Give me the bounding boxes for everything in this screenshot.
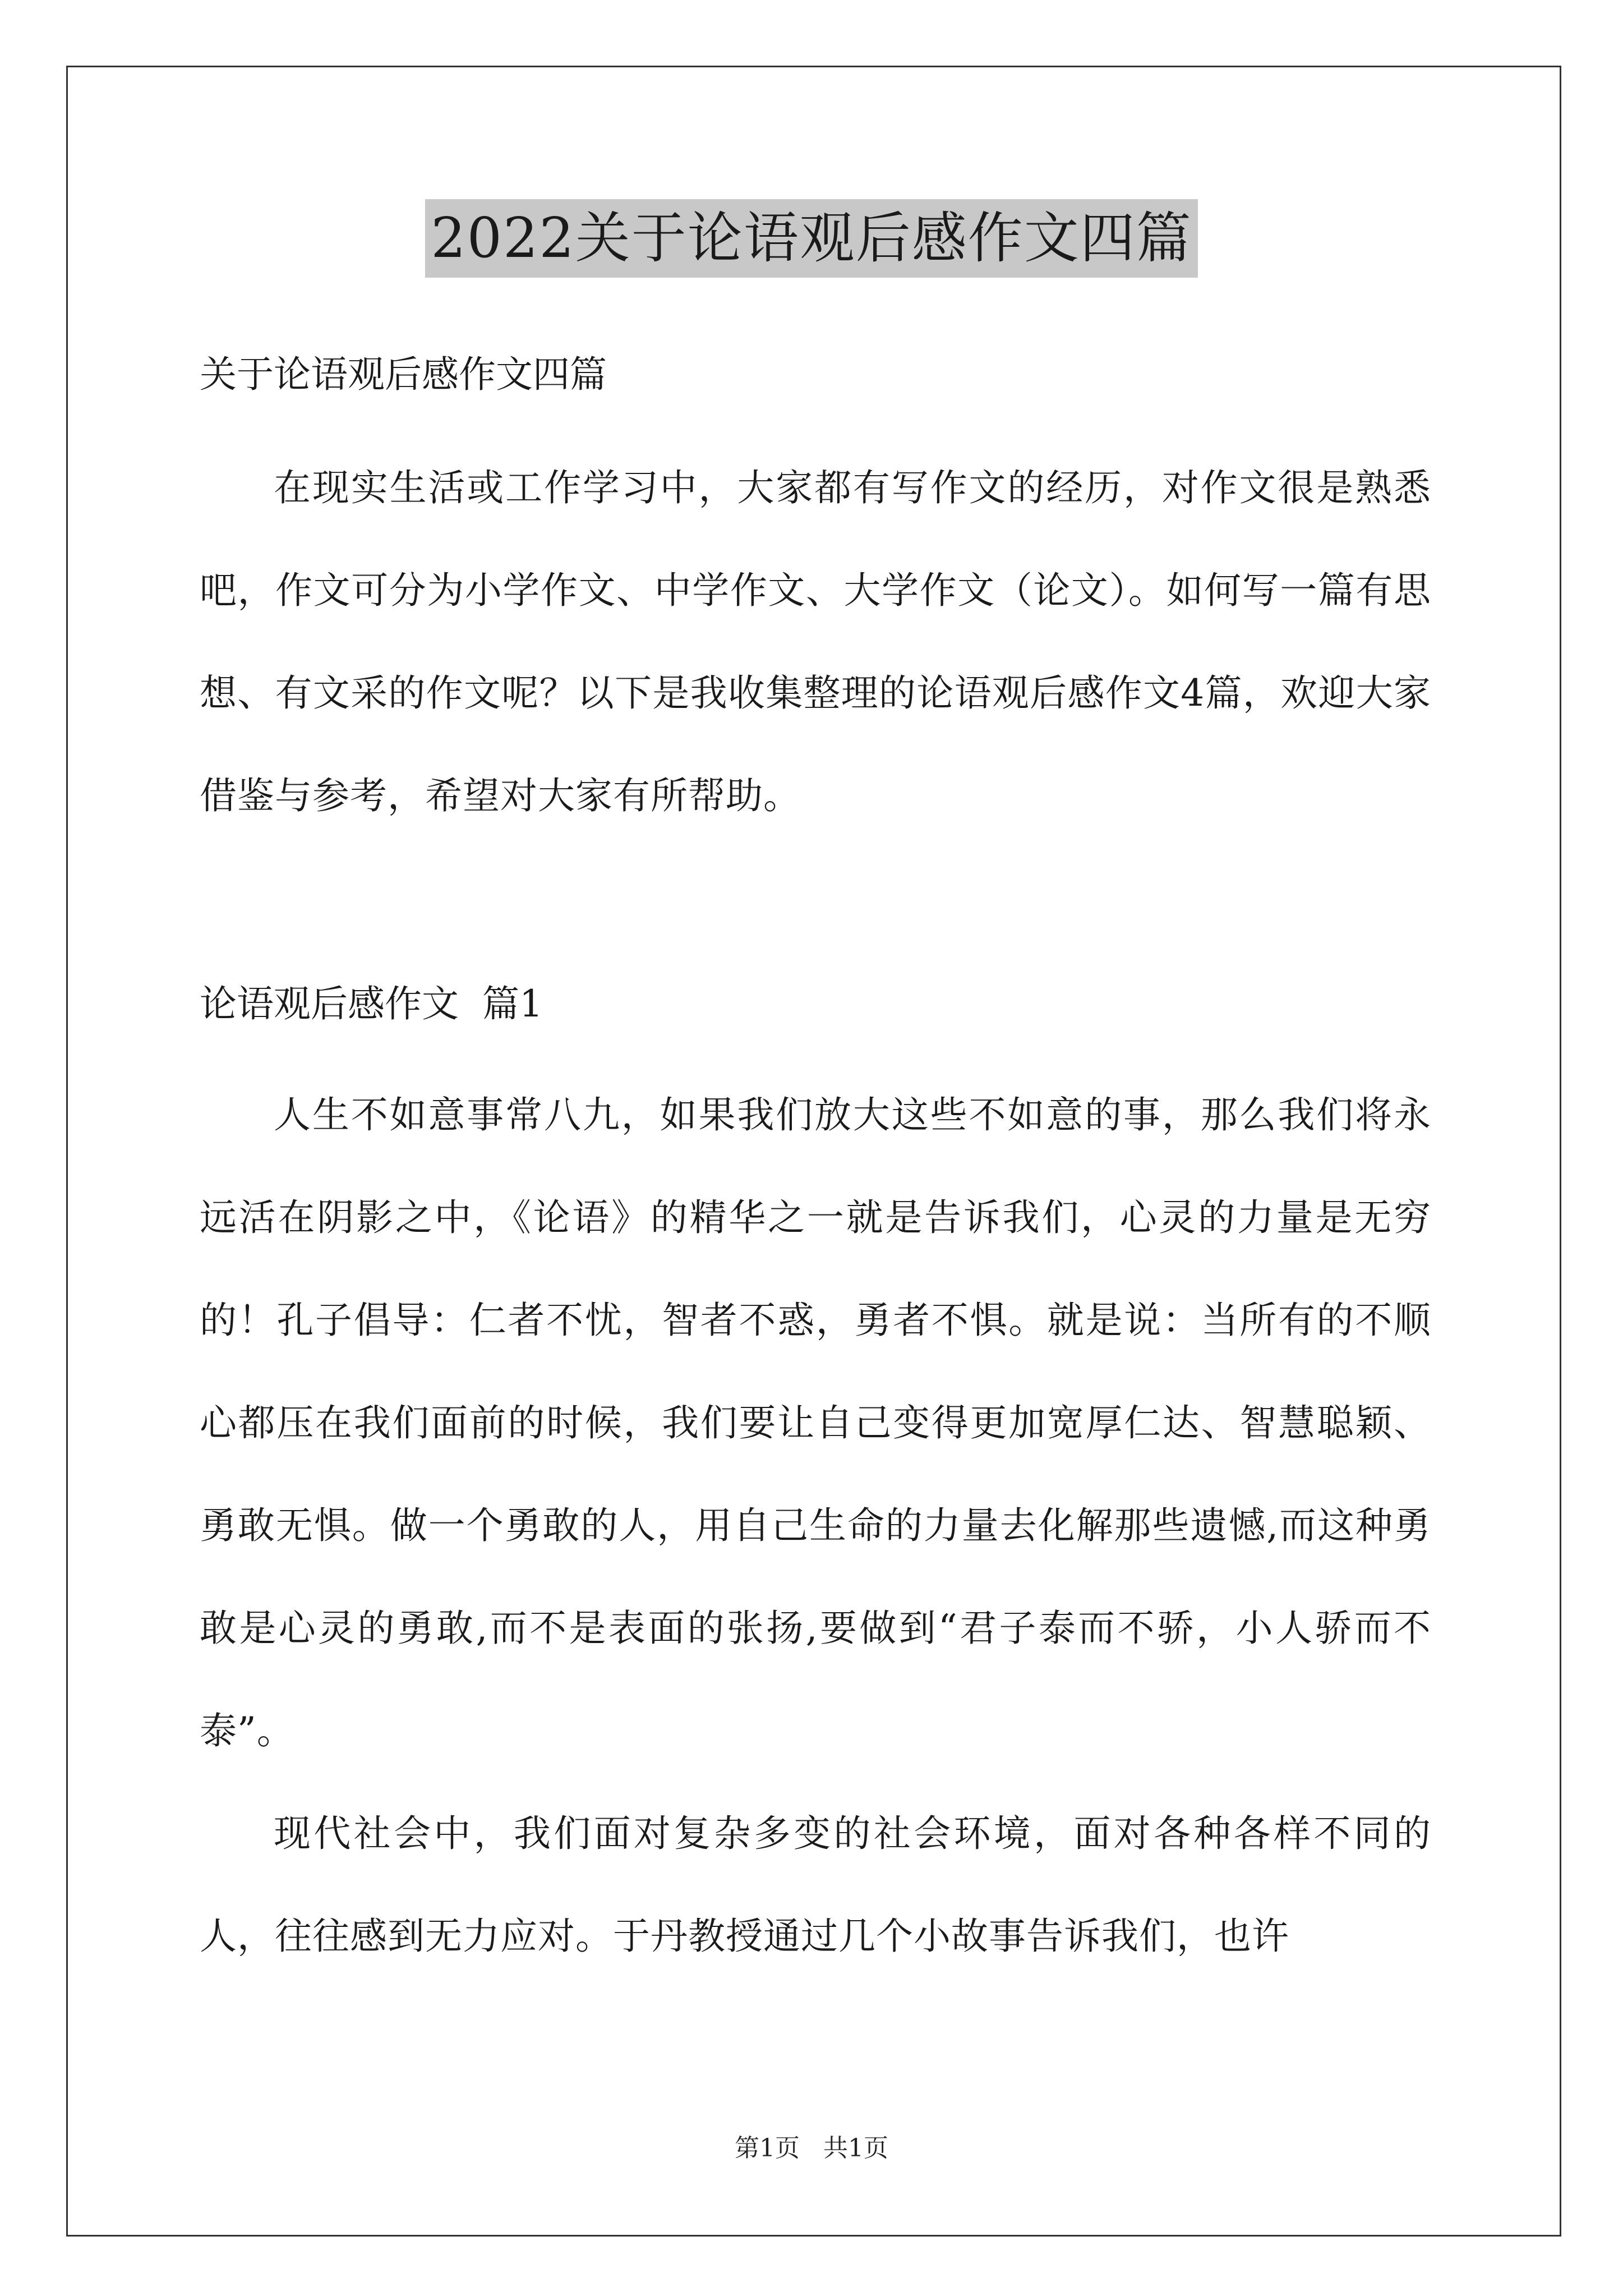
- page-number: 第1页 共1页: [735, 2134, 888, 2162]
- document-title-text: 2022关于论语观后感作文四篇: [425, 199, 1197, 278]
- section-heading: 论语观后感作文 篇1: [200, 982, 543, 1025]
- page-footer: [0, 2132, 1623, 2165]
- paragraph-1: 人生不如意事常八九，如果我们放大这些不如意的事，那么我们将永远活在阴影之中，《论语》的精华之一就是告诉我们，心灵的力量是无穷的！孔子倡导：仁者不忧，智者不惑，勇者不惧。就是说：当所有的不顺心都压在我们面前的时候，我们要让自己变得更加宽厚仁达、智慧聪颖、勇敢无惧。做一个勇敢的人，用自己生命的力量去化解那些遗憾,而这种勇敢是心灵的勇敢,而不是表面的张扬,要做到“君子泰而不骄，小人骄而不泰”。: [200, 1093, 1431, 1752]
- intro-paragraph: 在现实生活或工作学习中，大家都有写作文的经历，对作文很是熟悉吧，作文可分为小学作文、中学作文、大学作文（论文）。如何写一篇有思想、有文采的作文呢？以下是我收集整理的论语观后感作文4篇，欢迎大家借鉴与参考，希望对大家有所帮助。: [200, 466, 1431, 817]
- paragraph-2: 现代社会中，我们面对复杂多变的社会环境，面对各种各样不同的人，往往感到无力应对。于丹教授通过几个小故事告诉我们，也许: [200, 1812, 1431, 1958]
- document-body: [200, 303, 1431, 1987]
- document-title: [0, 199, 1623, 278]
- document-subtitle: 关于论语观后感作文四篇: [200, 353, 607, 396]
